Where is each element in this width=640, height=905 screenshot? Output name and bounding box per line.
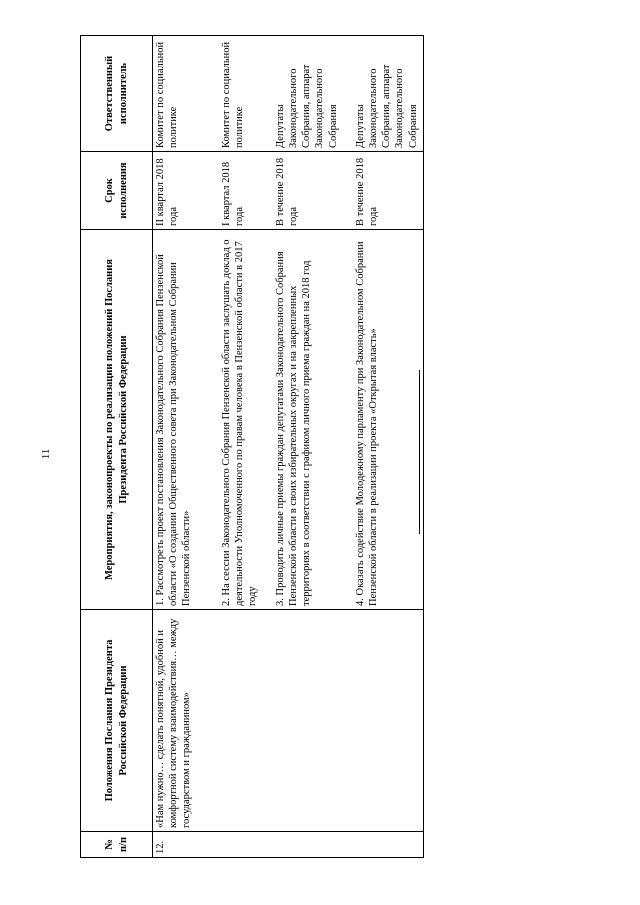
row-provision: «Нам нужно… сделать понятной, удобной и комфортной систему взаимодействия… между государством и гражданином» bbox=[153, 610, 424, 832]
page-number: 11 bbox=[40, 448, 52, 460]
header-term: Срок исполнения bbox=[81, 152, 153, 230]
term-4: В течение 2018 года bbox=[355, 157, 380, 226]
responsible-4: Депутаты Законодательного Собрания, аппарат Законодательного Собрания bbox=[355, 64, 419, 148]
table-row bbox=[153, 36, 424, 858]
row-num: 12. bbox=[153, 832, 424, 858]
responsible-2: Комитет по социальной политике bbox=[221, 41, 246, 148]
row-measures bbox=[153, 230, 424, 610]
rotated-table-container bbox=[80, 36, 419, 858]
term-1: II квартал 2018 года bbox=[155, 158, 180, 226]
table-header-row bbox=[81, 36, 153, 858]
header-responsible: Ответственный исполнитель bbox=[81, 36, 153, 152]
responsible-3: Депутаты Законодательного Собрания, аппарат Законодательного Собрания bbox=[275, 64, 339, 148]
measures-table bbox=[80, 35, 424, 858]
header-measures: Мероприятия, законопроекты по реализации положений Послания Президента Российской Федерации bbox=[81, 230, 153, 610]
measure-2: 2. На сессии Законодательного Собрания Пензенской области заслушать доклад о деятельности Уполномоченного по правам человека в Пензенской области в 2017 году bbox=[221, 239, 259, 606]
measure-4: 4. Оказать содействие Молодежному парламенту при Законодательном Собрании Пензенской области в реализации проекта «Открытая власть» bbox=[355, 241, 380, 606]
header-num: № п/п bbox=[81, 832, 153, 858]
term-3: В течение 2018 года bbox=[275, 157, 300, 226]
row-terms bbox=[153, 152, 424, 230]
row-responsible bbox=[153, 36, 424, 152]
responsible-1: Комитет по социальной политике bbox=[155, 41, 180, 148]
header-provision: Положения Послания Президента Российской Федерации bbox=[81, 610, 153, 832]
measure-1: 1. Рассмотреть проект постановления Законодательного Собрания Пензенской области «О создании Общественного совета при Законодательном Собрании Пензенской области» bbox=[155, 254, 193, 606]
term-2: I квартал 2018 года bbox=[221, 161, 246, 226]
measure-3: 3. Проводить личные приемы граждан депутатами Законодательного Собрания Пензенской области в своих избирательных округах и на закрепленных территориях в соответствии с графиком личного приема граждан на 2018 год bbox=[275, 251, 313, 606]
